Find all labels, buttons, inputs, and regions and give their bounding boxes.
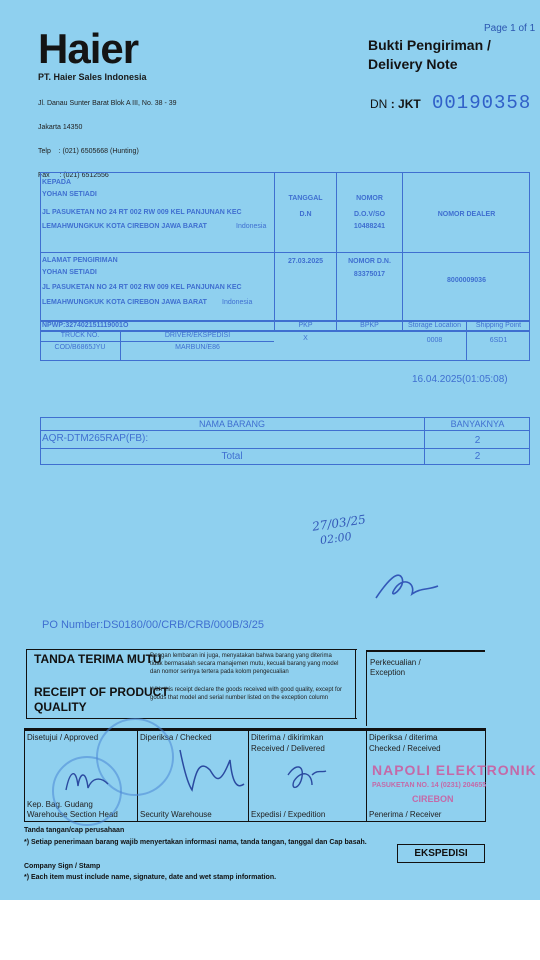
divider — [402, 172, 403, 331]
checker-signature — [170, 740, 250, 800]
approved-label: Disetujui / Approved — [27, 733, 99, 742]
receipt-text-id: Dengan lembaran ini juga, menyatakan bahwa barang yang diterima tidak bermasalah secara manajemen mutu, kecuali barang yang model dan nomor serinya tertera pada kolom pengecualian — [150, 653, 339, 675]
recipient-address-2: LEMAHWUNGKUK KOTA CIREBON JAWA BARAT — [42, 223, 207, 230]
haier-logo: Haier — [38, 25, 139, 72]
divider — [40, 430, 530, 431]
receipt-title-id: TANDA TERIMA MUTU — [34, 652, 162, 666]
nomor-sub: D.O.V/SO — [353, 211, 386, 218]
receipt-title-en-2: QUALITY — [34, 700, 87, 714]
item-qty: 2 — [474, 435, 481, 446]
title-line-1: Bukti Pengiriman / — [368, 37, 491, 53]
ekspedisi-copy-label: EKSPEDISI — [397, 844, 485, 863]
truck-label: TRUCK NO. — [60, 332, 100, 339]
receipt-text-en: With this receipt declare the goods received with good quality, except for goods that model and serial number listed on the exception column — [150, 687, 342, 701]
security-warehouse-label: Security Warehouse — [140, 810, 212, 819]
recipient-country: Indonesia — [236, 223, 267, 230]
company-name: PT. Haier Sales Indonesia — [38, 72, 147, 82]
received-label: Diperiksa / diterima — [369, 733, 438, 742]
pkp-value: X — [303, 335, 308, 342]
dealer-value: 8000009036 — [447, 277, 486, 284]
item-name: AQR-DTM265RAP(FB): — [42, 433, 149, 444]
dn-prefix: : JKT — [390, 97, 421, 111]
expedition-label: Expedisi / Expedition — [251, 810, 326, 819]
nama-barang-header: NAMA BARANG — [198, 419, 265, 429]
dn-number: 00190358 — [432, 92, 532, 114]
receipt-title-en: RECEIPT OF PRODUCT — [34, 685, 169, 699]
shipping-dn-value: 83375017 — [353, 271, 386, 278]
document-title — [368, 36, 491, 74]
note-sign-stamp-en: Company Sign / Stamp — [24, 863, 101, 870]
handwritten-signature — [368, 560, 448, 610]
nomor-label: NOMOR — [356, 195, 383, 202]
stamp-napoli — [372, 762, 537, 778]
stamp-line-1: NAPOLI ELEKTRONIK — [372, 762, 537, 778]
divider — [40, 448, 530, 449]
recipient-name: YOHAN SETIADI — [42, 191, 97, 198]
divider — [40, 252, 530, 253]
delivered-label-en: Received / Delivered — [251, 744, 325, 753]
pkp-label: PKP — [298, 322, 313, 329]
fax-line: Fax : (021) 6512556 — [38, 172, 109, 179]
approved-role: Kep. Bag. Gudang — [27, 800, 93, 809]
banyaknya-header: BANYAKNYA — [450, 419, 505, 429]
approved-role-en: Warehouse Section Head — [27, 810, 118, 819]
tanggal-label: TANGGAL — [288, 195, 323, 202]
receiver-label: Penerima / Receiver — [369, 810, 442, 819]
npwp-value: NPWP:327402151119001O — [42, 322, 129, 329]
shipping-name: YOHAN SETIADI — [42, 269, 97, 276]
dealer-label: NOMOR DEALER — [437, 211, 496, 218]
bpkp-label: BPKP — [360, 322, 379, 329]
received-label-en: Checked / Received — [369, 744, 441, 753]
shipping-dn-label: NOMOR D.N. — [348, 258, 391, 265]
dn-label — [370, 97, 421, 111]
shipping-country: Indonesia — [222, 299, 253, 306]
note-requirement-id: *) Setiap penerimaan barang wajib menyertakan informasi nama, tanda tangan, tanggal dan Cap basah. — [24, 839, 367, 846]
note-requirement-en: *) Each item must include name, signature, date and wet stamp information. — [24, 874, 277, 881]
handwritten-date: 27/03/25 — [311, 512, 367, 534]
address-line: Jl. Danau Sunter Barat Blok A III, No. 38 - 39 — [38, 100, 177, 107]
receipt-bracket-right — [349, 649, 356, 719]
total-label: Total — [221, 451, 243, 462]
shipping-address-1: JL PASUKETAN NO 24 RT 002 RW 009 KEL PANJUNAN KEC — [42, 284, 242, 291]
divider — [40, 341, 274, 342]
storage-location-value: 0008 — [426, 337, 443, 344]
expedition-signature — [282, 755, 342, 795]
shipping-date: 27.03.2025 — [287, 258, 324, 265]
print-timestamp: 16.04.2025(01:05:08) — [412, 374, 508, 385]
approver-signature — [60, 760, 120, 800]
storage-location-label: Storage Location — [408, 322, 461, 329]
shipping-label: ALAMAT PENGIRIMAN — [42, 257, 118, 264]
shipping-point-label: Shipping Point — [475, 322, 522, 329]
page-indicator: Page 1 of 1 — [484, 23, 536, 34]
checked-label: Diperiksa / Checked — [140, 733, 212, 742]
divider — [366, 730, 367, 822]
truck-value: COD/B6865JYU — [54, 344, 106, 351]
driver-value: MARBUN/E86 — [175, 344, 220, 351]
address-line: Jakarta 14350 — [38, 124, 83, 131]
recipient-address-1: JL PASUKETAN NO 24 RT 002 RW 009 KEL PANJUNAN KEC — [42, 209, 242, 216]
note-sign-stamp-id: Tanda tangan/cap perusahaan — [24, 827, 125, 834]
tanggal-value: D.N — [299, 211, 312, 218]
phone-line: Telp : (021) 6505668 (Hunting) — [38, 148, 139, 155]
driver-label: DRIVER/EKSPEDISI — [164, 332, 231, 339]
stamp-city: CIREBON — [412, 794, 454, 804]
stamp-address: PASUKETAN NO. 14 (0231) 204655 — [372, 782, 487, 789]
shipping-point-value: 6SD1 — [489, 337, 508, 344]
handwritten-time: 02:00 — [319, 529, 353, 548]
total-qty: 2 — [474, 451, 481, 462]
title-line-2: Delivery Note — [368, 56, 458, 72]
divider — [24, 728, 486, 730]
shipping-address-2: LEMAHWUNGKUK KOTA CIREBON JAWA BARAT — [42, 299, 207, 306]
po-number: PO Number:DS0180/00/CRB/CRB/000B/3/25 — [42, 619, 264, 631]
kepada-label: KEPADA — [42, 179, 72, 186]
dn-text: DN — [370, 97, 388, 111]
exception-label: Perkecualian / Exception — [370, 658, 421, 677]
nomor-value: 10488241 — [353, 223, 386, 230]
delivered-label: Diterima / dikirimkan — [251, 733, 324, 742]
